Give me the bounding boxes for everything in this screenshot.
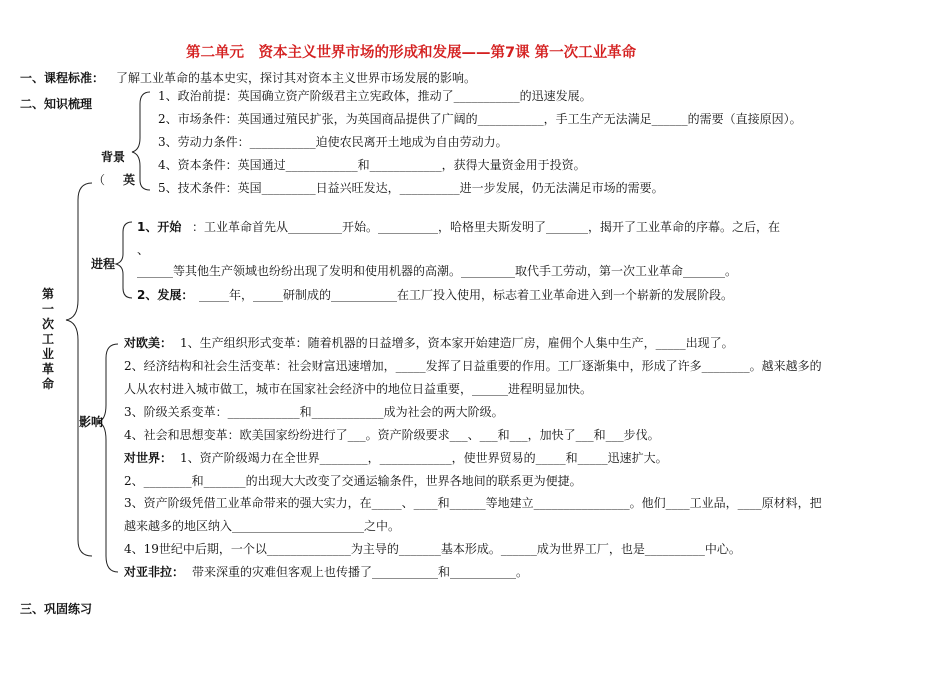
- process-label: 进程: [91, 257, 116, 271]
- process-item-1-label: 1、开始: [137, 220, 182, 234]
- root-label: 第一次工业革命: [41, 287, 54, 391]
- impact-europe-line-5: 4、社会和思想变革：欧美国家纷纷进行了___。资产阶级要求___、___和___，加快了___和___步伐。: [124, 428, 660, 442]
- impact-world-label: 对世界：: [124, 451, 173, 465]
- background-item-3: 3、劳动力条件：___________迫使农民离开土地成为自由劳动力。: [158, 135, 508, 149]
- page-title: 第二单元 资本主义世界市场的形成和发展——第7课 第一次工业革命: [186, 45, 637, 61]
- background-item-5: 5、技术条件：英国_________日益兴旺发达，__________进一步发展，仍无法满足市场的需要。: [158, 181, 664, 195]
- section-1-text: 了解工业革命的基本史实，探讨其对资本主义世界市场发展的影响。: [116, 71, 477, 85]
- impact-world-line-3: 3、资产阶级凭借工业革命带来的强大实力，在_____、____和______等地建立________________。他们____工业品，____原材料，把: [124, 496, 822, 510]
- section-2-label: 二、知识梳理: [20, 97, 93, 111]
- brace-root: [66, 183, 92, 556]
- impact-asia-text: 带来深重的灾难但客观上也传播了___________和___________。: [192, 565, 529, 579]
- impact-world-line-1: 1、资产阶级竭力在全世界________，____________，使世界贸易的_____和_____迅速扩大。: [180, 451, 668, 465]
- process-item-2-text: _____年，_____研制成的___________在工厂投入使用，标志着工业革命进入到一个崭新的发展阶段。: [199, 288, 734, 302]
- background-item-1: 1、政治前提：英国确立资产阶级君主立宪政体，推动了___________的迅速发展。: [158, 89, 592, 103]
- impact-europe-line-2: 2、经济结构和社会生活变革：社会财富迅速增加，_____发挥了日益重要的作用。工厂逐渐集中，形成了许多________。越来越多的: [124, 359, 822, 373]
- process-item-1-mark: 、: [137, 243, 150, 257]
- process-item-2-label: 2、发展：: [137, 288, 194, 302]
- background-label: 背景: [101, 150, 126, 164]
- impact-label: 影响: [79, 415, 104, 429]
- impact-world-line-4: 越来越多的地区纳入______________________之中。: [124, 519, 401, 533]
- section-3-label: 三、巩固练习: [20, 602, 93, 616]
- brace-process: [116, 222, 132, 298]
- background-paren: （: [93, 173, 106, 187]
- background-england: 英: [123, 173, 136, 187]
- background-item-2: 2、市场条件：英国通过殖民扩张，为英国商品提供了广阔的___________，手工生产无法满足______的需要（直接原因）。: [158, 112, 802, 126]
- brace-impact: [98, 344, 118, 572]
- background-item-4: 4、资本条件：英国通过____________和____________，获得大量资金用于投资。: [158, 158, 586, 172]
- impact-europe-line-3: 人从农村进入城市做工，城市在国家社会经济中的地位日益重要，______进程明显加快。: [124, 382, 593, 396]
- impact-europe-line-1: 1、生产组织形式变革：随着机器的日益增多，资本家开始建造厂房，雇佣个人集中生产，_____出现了。: [180, 336, 734, 350]
- section-1-label: 一、课程标准：: [20, 71, 105, 85]
- process-item-1-cont: ______等其他生产领域也纷纷出现了发明和使用机器的高潮。_________取代手工劳动，第一次工业革命_______。: [137, 264, 738, 278]
- impact-world-line-2: 2、________和_______的出现大大改变了交通运输条件，世界各地间的联系更为便捷。: [124, 474, 582, 488]
- impact-europe-label: 对欧美：: [124, 336, 173, 350]
- process-item-1-text: ：工业革命首先从_________开始。__________，哈格里夫斯发明了_______，揭开了工业革命的序幕。之后，在: [192, 220, 781, 234]
- impact-world-line-5: 4、19世纪中后期，一个以______________为主导的_______基本形成。______成为世界工厂，也是__________中心。: [124, 542, 741, 556]
- impact-europe-line-4: 3、阶级关系变革：____________和____________成为社会的两大阶级。: [124, 405, 504, 419]
- impact-asia-label: 对亚非拉：: [124, 565, 185, 579]
